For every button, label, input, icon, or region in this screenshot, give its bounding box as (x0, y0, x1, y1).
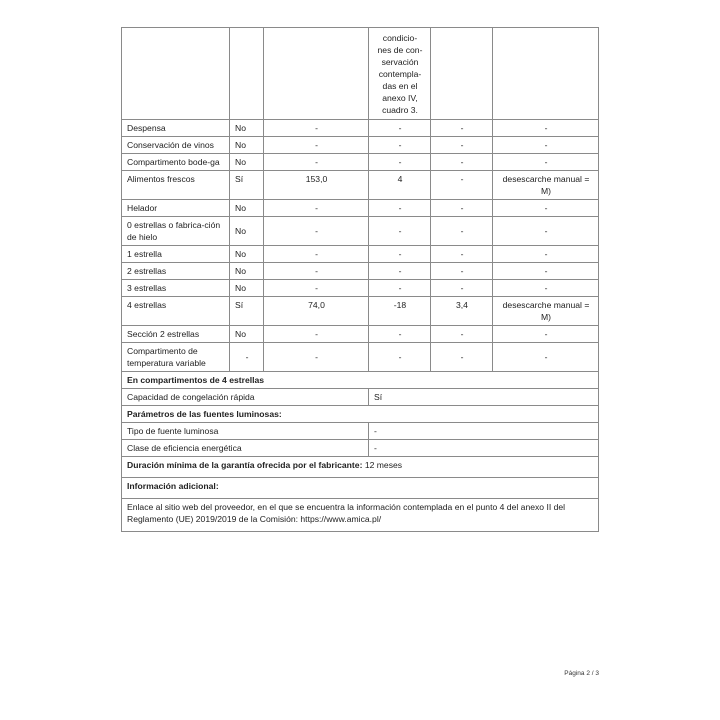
compartment-defrost: - (493, 263, 599, 280)
compartment-name: 0 estrellas o fabrica-ción de hielo (122, 217, 230, 246)
compartment-temperature: -18 (369, 297, 431, 326)
compartment-defrost: - (493, 343, 599, 372)
compartment-name: Despensa (122, 120, 230, 137)
page-number: Página 2 / 3 (564, 670, 599, 677)
empty-cell (493, 28, 599, 120)
compartment-energy: 3,4 (431, 297, 493, 326)
light-heading-row (122, 406, 599, 423)
compartment-row (122, 137, 599, 154)
compartment-volume: - (264, 200, 369, 217)
compartment-row (122, 297, 599, 326)
compartment-defrost: - (493, 154, 599, 171)
document-sheet (121, 27, 598, 532)
compartment-energy: - (431, 217, 493, 246)
fast-freeze-label: Capacidad de congelación rápida (122, 389, 369, 406)
compartment-row (122, 154, 599, 171)
compartment-present: - (230, 343, 264, 372)
compartment-defrost: - (493, 280, 599, 297)
compartment-name: Compartimento bode-ga (122, 154, 230, 171)
section-heading: Información adicional: (122, 478, 599, 499)
compartment-volume: - (264, 280, 369, 297)
compartment-volume: 153,0 (264, 171, 369, 200)
compartment-defrost: desescarche manual = M) (493, 297, 599, 326)
compartment-name: Compartimento de temperatura variable (122, 343, 230, 372)
condition-note-line: anexo IV, (382, 93, 418, 103)
compartment-energy: - (431, 280, 493, 297)
compartment-volume: - (264, 217, 369, 246)
info-text: Enlace al sitio web del proveedor, en el que se encuentra la información contemplada en el punto 4 del anexo II del Reglamento (UE) 2019/2019 de la Comisión: (127, 502, 566, 524)
compartment-name: 2 estrellas (122, 263, 230, 280)
compartment-present: No (230, 217, 264, 246)
continued-row (122, 28, 599, 120)
compartment-row (122, 200, 599, 217)
compartment-present: No (230, 137, 264, 154)
warranty-cell (122, 457, 599, 478)
compartment-name: Conservación de vinos (122, 137, 230, 154)
compartment-defrost: - (493, 200, 599, 217)
condition-note-line: das en el (382, 81, 418, 91)
compartment-row (122, 246, 599, 263)
compartment-row (122, 280, 599, 297)
compartment-temperature: - (369, 120, 431, 137)
compartment-temperature: - (369, 217, 431, 246)
compartment-present: No (230, 154, 264, 171)
fast-freeze-row (122, 389, 599, 406)
compartment-name: 3 estrellas (122, 280, 230, 297)
light-class-row (122, 440, 599, 457)
compartment-energy: - (431, 171, 493, 200)
condition-note-line: cuadro 3. (382, 105, 418, 115)
compartment-name: 1 estrella (122, 246, 230, 263)
compartment-defrost: - (493, 120, 599, 137)
compartment-temperature: - (369, 246, 431, 263)
condition-note-line: contempla- (378, 69, 422, 79)
compartment-row (122, 171, 599, 200)
compartment-energy: - (431, 154, 493, 171)
compartment-volume: - (264, 326, 369, 343)
compartment-present: No (230, 120, 264, 137)
compartment-volume: - (264, 154, 369, 171)
compartment-name: 4 estrellas (122, 297, 230, 326)
compartment-energy: - (431, 200, 493, 217)
section-heading: Parámetros de las fuentes luminosas: (122, 406, 599, 423)
compartment-defrost: - (493, 246, 599, 263)
compartment-present: No (230, 246, 264, 263)
empty-cell (264, 28, 369, 120)
compartment-defrost: desescarche manual = M) (493, 171, 599, 200)
empty-cell (122, 28, 230, 120)
light-type-value: - (369, 423, 599, 440)
compartment-name: Helador (122, 200, 230, 217)
compartment-defrost: - (493, 326, 599, 343)
compartment-volume: - (264, 137, 369, 154)
compartment-defrost: - (493, 137, 599, 154)
compartment-present: No (230, 280, 264, 297)
compartment-temperature: - (369, 263, 431, 280)
compartment-energy: - (431, 343, 493, 372)
info-heading-row (122, 478, 599, 499)
supplier-link[interactable]: https://www.amica.pl/ (300, 514, 382, 524)
info-cell (122, 499, 599, 532)
compartment-defrost: - (493, 217, 599, 246)
compartment-temperature: - (369, 137, 431, 154)
compartment-row (122, 120, 599, 137)
light-type-label: Tipo de fuente luminosa (122, 423, 369, 440)
compartment-present: Sí (230, 297, 264, 326)
compartment-volume: - (264, 120, 369, 137)
compartment-name: Alimentos frescos (122, 171, 230, 200)
compartment-present: No (230, 326, 264, 343)
fast-freeze-value: Sí (369, 389, 599, 406)
compartment-present: Sí (230, 171, 264, 200)
compartment-energy: - (431, 120, 493, 137)
empty-cell (230, 28, 264, 120)
compartment-present: No (230, 263, 264, 280)
compartment-row (122, 263, 599, 280)
light-class-value: - (369, 440, 599, 457)
compartment-name: Sección 2 estrellas (122, 326, 230, 343)
section-heading: En compartimentos de 4 estrellas (122, 372, 599, 389)
compartment-volume: - (264, 263, 369, 280)
compartment-energy: - (431, 326, 493, 343)
compartment-volume: 74,0 (264, 297, 369, 326)
compartment-temperature: - (369, 326, 431, 343)
compartment-volume: - (264, 246, 369, 263)
compartment-energy: - (431, 246, 493, 263)
light-class-label: Clase de eficiencia energética (122, 440, 369, 457)
compartment-row (122, 217, 599, 246)
warranty-label: Duración mínima de la garantía ofrecida por el fabricante: (127, 460, 363, 470)
compartment-energy: - (431, 137, 493, 154)
compartment-energy: - (431, 263, 493, 280)
light-type-row (122, 423, 599, 440)
warranty-row (122, 457, 599, 478)
condition-note-line: nes de con- (377, 45, 423, 55)
condition-note-line: condicio- (382, 33, 418, 43)
condition-note-line: servación (381, 57, 419, 67)
compartment-temperature: - (369, 154, 431, 171)
condition-note-cell (369, 28, 431, 120)
compartment-row (122, 326, 599, 343)
compartment-temperature: - (369, 200, 431, 217)
compartment-temperature: 4 (369, 171, 431, 200)
compartment-temperature: - (369, 343, 431, 372)
compartment-volume: - (264, 343, 369, 372)
compartment-temperature: - (369, 280, 431, 297)
four-star-heading-row (122, 372, 599, 389)
compartment-table (121, 27, 599, 532)
warranty-value: 12 meses (364, 460, 403, 470)
empty-cell (431, 28, 493, 120)
info-text-row (122, 499, 599, 532)
compartment-present: No (230, 200, 264, 217)
compartment-row (122, 343, 599, 372)
